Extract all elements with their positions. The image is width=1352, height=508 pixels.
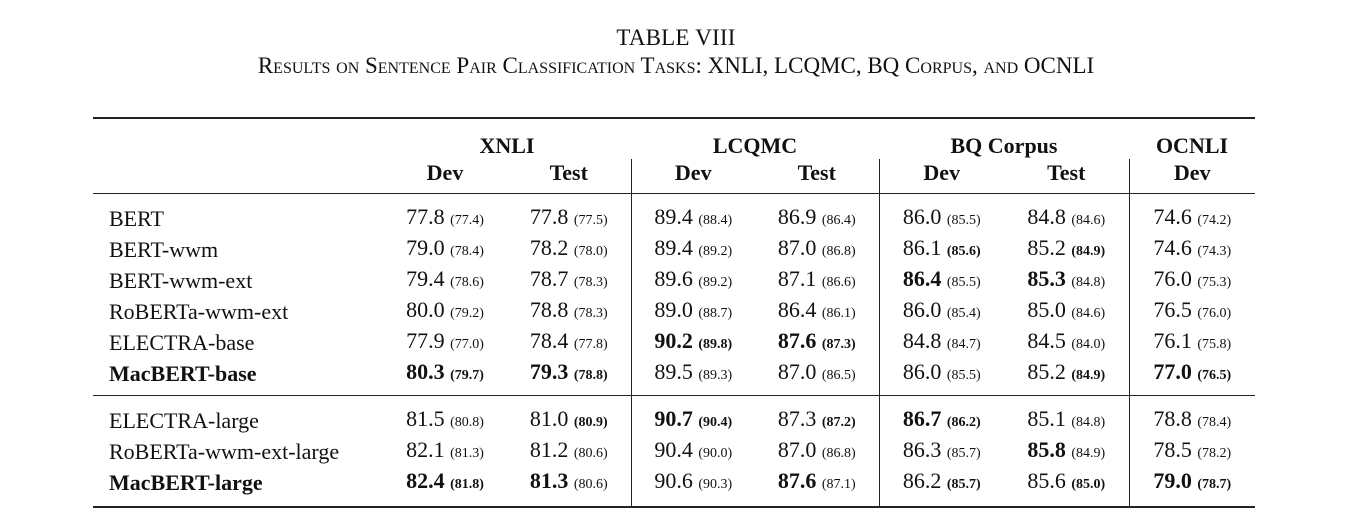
- score-average: (77.0): [450, 337, 484, 352]
- score-value: 79.0: [1153, 468, 1192, 493]
- score-value: 78.2: [529, 235, 569, 260]
- score-cell: [507, 327, 631, 358]
- score-cell: [383, 358, 507, 396]
- score-value: 86.0: [902, 204, 942, 229]
- table-row: [93, 265, 1255, 296]
- header-bq-test: Test: [1047, 160, 1086, 185]
- score-average: (81.8): [450, 477, 484, 492]
- score-value: 89.4: [654, 204, 693, 229]
- table-row: [93, 436, 1255, 467]
- score-cell: [755, 358, 879, 396]
- score-average: (78.4): [1197, 415, 1232, 430]
- score-average: (79.7): [450, 368, 484, 383]
- header-lcqmc-test: Test: [797, 160, 836, 185]
- score-average: (77.4): [450, 213, 484, 228]
- header-lcqmc-dev: Dev: [631, 159, 755, 194]
- score-average: (89.3): [698, 368, 733, 383]
- score-average: (84.0): [1071, 337, 1106, 352]
- score-cell: [507, 265, 631, 296]
- score-cell: [879, 467, 1004, 507]
- score-average: (87.2): [821, 415, 856, 430]
- score-average: (85.6): [946, 244, 981, 259]
- score-average: (75.3): [1197, 275, 1232, 290]
- score-average: (84.7): [946, 337, 981, 352]
- score-cell: [755, 467, 879, 507]
- score-average: (84.8): [1071, 275, 1106, 290]
- score-cell: [1004, 436, 1129, 467]
- score-cell: [879, 327, 1004, 358]
- score-average: (89.2): [698, 244, 733, 259]
- score-average: (85.7): [946, 446, 981, 461]
- header-group-ocnli: OCNLI: [1155, 133, 1229, 158]
- score-cell: [631, 358, 755, 396]
- score-value: 74.6: [1153, 204, 1192, 229]
- score-value: 84.5: [1027, 328, 1066, 353]
- score-value: 77.8: [406, 204, 445, 229]
- score-average: (85.0): [1071, 477, 1106, 492]
- score-value: 76.5: [1153, 297, 1192, 322]
- score-average: (86.6): [821, 275, 856, 290]
- score-cell: [879, 358, 1004, 396]
- score-value: 85.2: [1027, 235, 1066, 260]
- score-average: (74.2): [1197, 213, 1232, 228]
- score-cell: [1004, 234, 1129, 265]
- score-value: 87.6: [777, 468, 817, 493]
- score-cell: [879, 265, 1004, 296]
- score-average: (88.7): [698, 306, 733, 321]
- score-average: (76.0): [1197, 306, 1232, 321]
- score-cell: [755, 396, 879, 437]
- score-cell: [507, 234, 631, 265]
- score-average: (79.2): [450, 306, 484, 321]
- score-cell: [383, 234, 507, 265]
- score-value: 85.8: [1027, 437, 1066, 462]
- score-value: 81.2: [529, 437, 569, 462]
- score-value: 87.0: [777, 359, 817, 384]
- score-cell: [383, 327, 507, 358]
- score-value: 87.3: [777, 406, 817, 431]
- score-average: (81.3): [450, 446, 484, 461]
- score-value: 74.6: [1153, 235, 1192, 260]
- score-average: (86.8): [821, 244, 856, 259]
- score-average: (87.1): [821, 477, 856, 492]
- score-value: 87.1: [777, 266, 817, 291]
- score-cell: [507, 296, 631, 327]
- score-cell: [1004, 265, 1129, 296]
- score-average: (84.8): [1071, 415, 1106, 430]
- table-row: [93, 194, 1255, 235]
- score-average: (77.8): [573, 337, 608, 352]
- score-cell: [879, 436, 1004, 467]
- model-name: BERT: [109, 206, 164, 231]
- score-value: 85.3: [1027, 266, 1066, 291]
- score-value: 82.1: [406, 437, 445, 462]
- score-value: 78.4: [529, 328, 569, 353]
- score-cell: [507, 396, 631, 437]
- header-bq-dev: Dev: [879, 159, 1004, 194]
- large-models-group: [93, 396, 1255, 508]
- score-cell: [1129, 265, 1255, 296]
- score-cell: [383, 265, 507, 296]
- score-cell: [1004, 358, 1129, 396]
- score-average: (89.8): [698, 337, 733, 352]
- score-value: 86.9: [777, 204, 817, 229]
- score-value: 89.0: [654, 297, 693, 322]
- score-value: 77.9: [406, 328, 445, 353]
- score-cell: [507, 358, 631, 396]
- score-average: (84.9): [1071, 244, 1106, 259]
- score-value: 85.2: [1027, 359, 1066, 384]
- score-value: 89.5: [654, 359, 693, 384]
- model-name: RoBERTa-wwm-ext: [109, 299, 289, 324]
- header-group-lcqmc: LCQMC: [712, 133, 798, 158]
- score-cell: [879, 234, 1004, 265]
- score-value: 86.1: [902, 235, 942, 260]
- score-average: (74.3): [1197, 244, 1232, 259]
- score-cell: [507, 467, 631, 507]
- score-average: (90.4): [698, 415, 733, 430]
- table-row: [93, 358, 1255, 396]
- score-cell: [631, 467, 755, 507]
- table-label: TABLE VIII: [616, 25, 736, 50]
- score-value: 80.3: [406, 359, 445, 384]
- score-cell: [383, 296, 507, 327]
- model-name: ELECTRA-large: [109, 408, 259, 433]
- score-cell: [1129, 234, 1255, 265]
- table-row: [93, 296, 1255, 327]
- score-average: (76.5): [1197, 368, 1232, 383]
- table-row: [93, 467, 1255, 507]
- table-row: [93, 327, 1255, 358]
- score-cell: [1129, 396, 1255, 437]
- score-average: (84.9): [1071, 368, 1106, 383]
- score-cell: [879, 396, 1004, 437]
- score-average: (78.7): [1197, 477, 1232, 492]
- score-average: (85.5): [946, 368, 981, 383]
- header-ocnli-dev: Dev: [1129, 159, 1255, 194]
- score-value: 85.0: [1027, 297, 1066, 322]
- score-value: 86.3: [902, 437, 942, 462]
- score-average: (78.3): [573, 275, 608, 290]
- score-value: 78.8: [1153, 406, 1192, 431]
- score-cell: [631, 234, 755, 265]
- score-average: (90.3): [698, 477, 733, 492]
- score-cell: [507, 194, 631, 235]
- base-models-group: [93, 194, 1255, 396]
- score-value: 84.8: [1027, 204, 1066, 229]
- score-average: (85.5): [946, 275, 981, 290]
- score-cell: [1129, 194, 1255, 235]
- score-average: (80.8): [450, 415, 484, 430]
- score-cell: [507, 436, 631, 467]
- score-cell: [1129, 296, 1255, 327]
- score-average: (84.6): [1071, 213, 1106, 228]
- table-caption: [0, 24, 1352, 80]
- score-cell: [1129, 358, 1255, 396]
- score-cell: [383, 467, 507, 507]
- score-cell: [755, 436, 879, 467]
- score-cell: [1004, 296, 1129, 327]
- score-cell: [631, 396, 755, 437]
- score-cell: [1004, 467, 1129, 507]
- score-average: (75.8): [1197, 337, 1232, 352]
- score-average: (85.5): [946, 213, 981, 228]
- score-value: 78.7: [529, 266, 569, 291]
- table-row: [93, 396, 1255, 437]
- score-cell: [1129, 467, 1255, 507]
- score-value: 82.4: [406, 468, 445, 493]
- score-average: (86.1): [821, 306, 856, 321]
- score-average: (86.4): [821, 213, 856, 228]
- score-cell: [1004, 194, 1129, 235]
- score-value: 77.8: [529, 204, 569, 229]
- score-average: (80.6): [573, 446, 608, 461]
- score-average: (78.0): [573, 244, 608, 259]
- header-group-xnli: XNLI: [479, 133, 535, 158]
- results-table: [93, 117, 1255, 508]
- header-group-row: [93, 118, 1255, 159]
- score-cell: [755, 265, 879, 296]
- score-average: (80.9): [573, 415, 608, 430]
- score-value: 76.0: [1153, 266, 1192, 291]
- model-name: MacBERT-large: [109, 470, 263, 495]
- score-cell: [755, 327, 879, 358]
- score-average: (78.8): [573, 368, 608, 383]
- score-value: 78.5: [1153, 437, 1192, 462]
- table-row: [93, 234, 1255, 265]
- score-value: 87.0: [777, 235, 817, 260]
- score-value: 79.0: [406, 235, 445, 260]
- model-name: MacBERT-base: [109, 361, 257, 386]
- score-cell: [631, 265, 755, 296]
- score-value: 79.3: [529, 359, 569, 384]
- score-average: (86.8): [821, 446, 856, 461]
- score-value: 76.1: [1153, 328, 1192, 353]
- score-average: (77.5): [573, 213, 608, 228]
- header-xnli-dev: Dev: [426, 160, 464, 185]
- score-cell: [1004, 396, 1129, 437]
- score-average: (86.5): [821, 368, 856, 383]
- score-value: 86.0: [902, 359, 942, 384]
- score-cell: [755, 194, 879, 235]
- score-value: 86.4: [777, 297, 817, 322]
- score-average: (85.4): [946, 306, 981, 321]
- score-cell: [383, 194, 507, 235]
- model-name: BERT-wwm: [109, 237, 219, 262]
- score-cell: [879, 296, 1004, 327]
- score-value: 90.6: [654, 468, 693, 493]
- score-average: (78.3): [573, 306, 608, 321]
- header-xnli-test: Test: [549, 160, 588, 185]
- score-cell: [631, 296, 755, 327]
- score-cell: [631, 436, 755, 467]
- score-cell: [1004, 327, 1129, 358]
- score-value: 81.0: [529, 406, 569, 431]
- header-empty: [93, 159, 383, 194]
- score-average: (90.0): [698, 446, 733, 461]
- score-value: 79.4: [406, 266, 445, 291]
- score-value: 86.0: [902, 297, 942, 322]
- score-average: (85.7): [946, 477, 981, 492]
- header-empty: [93, 118, 383, 159]
- score-value: 89.4: [654, 235, 693, 260]
- score-value: 87.0: [777, 437, 817, 462]
- score-cell: [755, 234, 879, 265]
- score-cell: [879, 194, 1004, 235]
- model-name: ELECTRA-base: [109, 330, 255, 355]
- model-name: BERT-wwm-ext: [109, 268, 253, 293]
- model-name: RoBERTa-wwm-ext-large: [109, 439, 340, 464]
- score-value: 85.6: [1027, 468, 1066, 493]
- score-average: (89.2): [698, 275, 733, 290]
- score-value: 87.6: [777, 328, 817, 353]
- score-value: 90.7: [654, 406, 693, 431]
- score-average: (84.9): [1071, 446, 1106, 461]
- score-cell: [631, 327, 755, 358]
- score-cell: [755, 296, 879, 327]
- score-average: (80.6): [573, 477, 608, 492]
- score-value: 90.2: [654, 328, 693, 353]
- score-value: 81.3: [529, 468, 569, 493]
- score-average: (78.6): [450, 275, 484, 290]
- score-value: 89.6: [654, 266, 693, 291]
- score-value: 86.7: [902, 406, 942, 431]
- score-value: 84.8: [902, 328, 942, 353]
- score-value: 86.2: [902, 468, 942, 493]
- header-group-bq-corpus: BQ Corpus: [950, 133, 1058, 158]
- score-average: (86.2): [946, 415, 981, 430]
- score-cell: [631, 194, 755, 235]
- score-value: 86.4: [902, 266, 942, 291]
- score-average: (87.3): [821, 337, 856, 352]
- score-average: (78.2): [1197, 446, 1232, 461]
- score-value: 78.8: [529, 297, 569, 322]
- score-cell: [383, 396, 507, 437]
- score-value: 77.0: [1153, 359, 1192, 384]
- score-value: 81.5: [406, 406, 445, 431]
- score-cell: [383, 436, 507, 467]
- score-value: 90.4: [654, 437, 693, 462]
- score-cell: [1129, 436, 1255, 467]
- score-value: 80.0: [406, 297, 445, 322]
- score-value: 85.1: [1027, 406, 1066, 431]
- header-subcolumn-row: [93, 159, 1255, 194]
- table-title: Results on Sentence Pair Classification Tasks: XNLI, LCQMC, BQ Corpus, and OCNLI: [257, 53, 1095, 78]
- score-average: (84.6): [1071, 306, 1106, 321]
- score-average: (78.4): [450, 244, 484, 259]
- score-average: (88.4): [698, 213, 733, 228]
- score-cell: [1129, 327, 1255, 358]
